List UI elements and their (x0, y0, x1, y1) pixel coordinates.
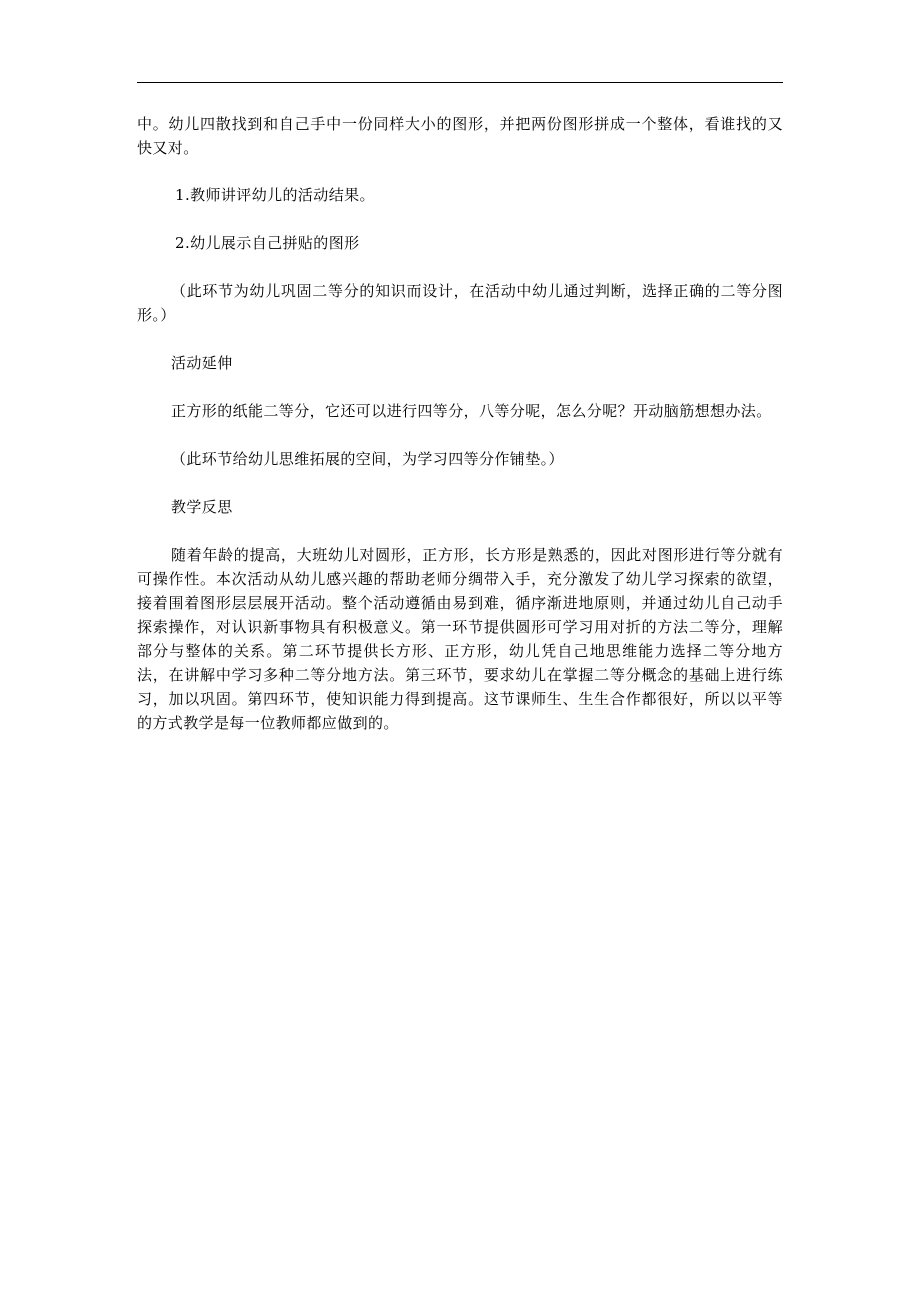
document-body (137, 112, 783, 735)
paragraph-note-consolidation: （此环节为幼儿巩固二等分的知识而设计，在活动中幼儿通过判断，选择正确的二等分图形。） (137, 282, 783, 324)
paragraph-note-extension: （此环节给幼儿思维拓展的空间，为学习四等分作铺垫。） (171, 450, 564, 468)
paragraph-extension-question: 正方形的纸能二等分，它还可以进行四等分，八等分呢，怎么分呢？开动脑筋想想办法。 (171, 402, 772, 420)
heading-teaching-reflection: 教学反思 (171, 498, 233, 516)
paragraph-step-2: 2.幼儿展示自己拼贴的图形 (175, 234, 360, 252)
paragraph-reflection-body: 随着年龄的提高，大班幼儿对圆形，正方形，长方形是熟悉的，因此对图形进行等分就有可操作性。本次活动从幼儿感兴趣的帮助老师分绸带入手，充分激发了幼儿学习探索的欲望，接着围着图形层层展开活动。整个活动遵循由易到难，循序渐进地原则，并通过幼儿自己动手探索操作，对认识新事物具有积极意义。第一环节提供圆形可学习用对折的方法二等分，理解部分与整体的关系。第二环节提供长方形、正方形，幼儿凭自己地思维能力选择二等分地方法，在讲解中学习多种二等分地方法。第三环节，要求幼儿在掌握二等分概念的基础上进行练习，加以巩固。第四环节，使知识能力得到提高。这节课师生、生生合作都很好，所以以平等的方式教学是每一位教师都应做到的。 (137, 546, 783, 732)
paragraph-activity-continuation: 中。幼儿四散找到和自己手中一份同样大小的图形，并把两份图形拼成一个整体，看谁找的又快又对。 (137, 115, 783, 157)
paragraph-step-1: 1.教师讲评幼儿的活动结果。 (175, 186, 375, 204)
header-rule (137, 82, 783, 83)
heading-activity-extension: 活动延伸 (171, 354, 233, 372)
